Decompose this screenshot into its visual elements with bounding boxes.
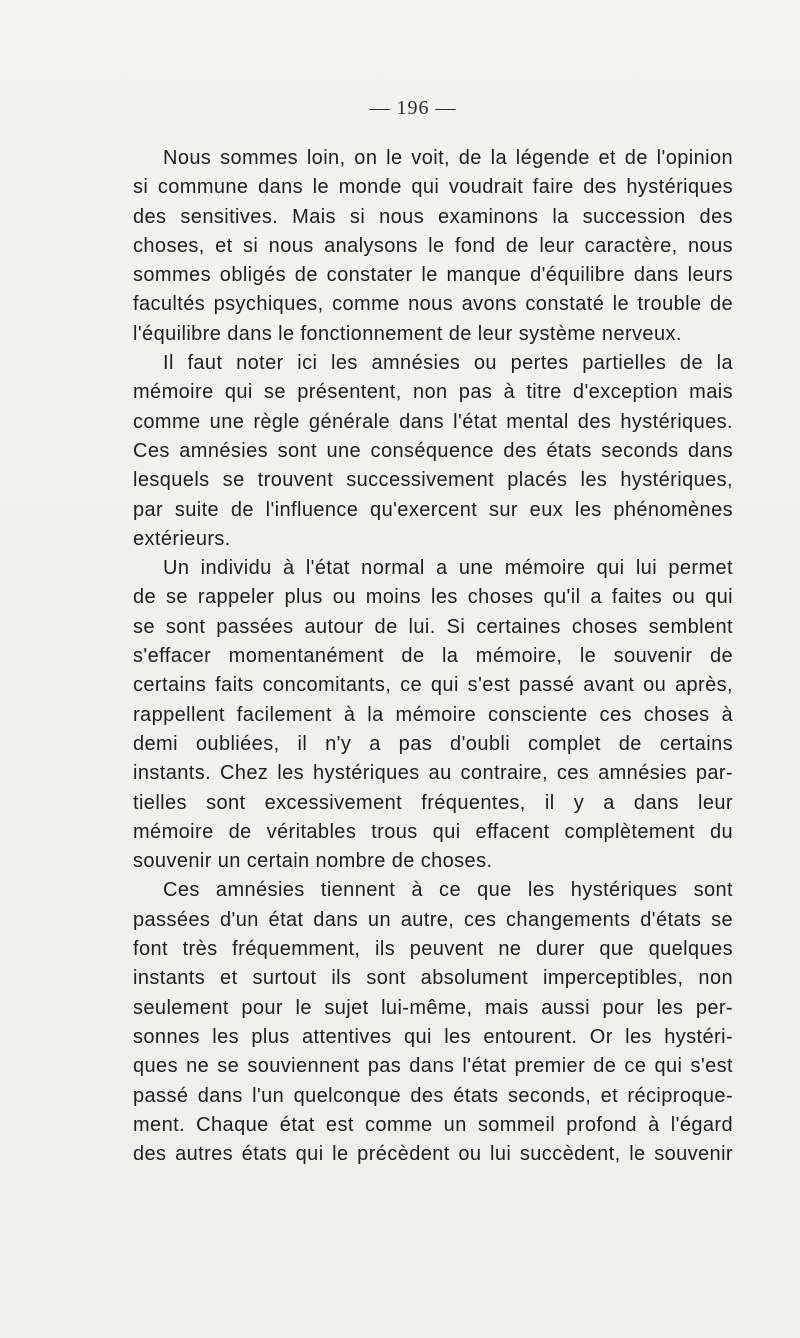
text-line: seulement pour le sujet lui-même, mais aussi pour les per- bbox=[133, 996, 733, 1019]
text-line: de se rappeler plus ou moins les choses qu'il a faites ou qui bbox=[133, 586, 733, 609]
text-line: certains faits concomitants, ce qui s'est passé avant ou après, bbox=[133, 674, 733, 697]
text-line: facultés psychiques, comme nous avons constaté le trouble de bbox=[133, 293, 733, 316]
text-line: instants. Chez les hystériques au contraire, ces amnésies par- bbox=[133, 762, 733, 785]
text-line: passées d'un état dans un autre, ces changements d'états se bbox=[133, 908, 733, 931]
text-line: mémoire qui se présentent, non pas à titre d'exception mais bbox=[133, 381, 733, 404]
text-line: s'effacer momentanément de la mémoire, le souvenir de bbox=[133, 645, 733, 668]
text-line: se sont passées autour de lui. Si certaines choses semblent bbox=[133, 615, 733, 638]
text-line: mémoire de véritables trous qui effacent complètement du bbox=[133, 820, 733, 843]
text-line: extérieurs. bbox=[133, 527, 231, 550]
text-line: par suite de l'influence qu'exercent sur eux les phénomènes bbox=[133, 498, 733, 521]
text-line: Ces amnésies tiennent à ce que les hystériques sont bbox=[163, 879, 733, 902]
text-line: si commune dans le monde qui voudrait faire des hystériques bbox=[133, 176, 733, 199]
text-line: Un individu à l'état normal a une mémoire qui lui permet bbox=[163, 557, 733, 580]
text-line: font très fréquemment, ils peuvent ne durer que quelques bbox=[133, 938, 733, 961]
text-line: des autres états qui le précèdent ou lui succèdent, le souvenir bbox=[133, 1143, 733, 1166]
text-line: ques ne se souviennent pas dans l'état premier de ce qui s'est bbox=[133, 1055, 733, 1078]
text-line: demi oubliées, il n'y a pas d'oubli complet de certains bbox=[133, 732, 733, 755]
text-line: passé dans l'un quelconque des états seconds, et réciproque- bbox=[133, 1084, 733, 1107]
text-line: tielles sont excessivement fréquentes, il y a dans leur bbox=[133, 791, 733, 814]
text-line: instants et surtout ils sont absolument imperceptibles, non bbox=[133, 967, 733, 990]
text-line: choses, et si nous analysons le fond de leur caractère, nous bbox=[133, 234, 733, 257]
text-line: rappellent facilement à la mémoire consciente ces choses à bbox=[133, 703, 733, 726]
text-line: souvenir un certain nombre de choses. bbox=[133, 850, 493, 873]
page-number: — 196 — bbox=[369, 97, 457, 119]
body-text bbox=[133, 144, 733, 1169]
text-line: lesquels se trouvent successivement placés les hystériques, bbox=[133, 469, 733, 492]
text-line: sonnes les plus attentives qui les entourent. Or les hystéri- bbox=[133, 1025, 733, 1048]
text-line: Ces amnésies sont une conséquence des états seconds dans bbox=[133, 439, 733, 462]
text-line: sommes obligés de constater le manque d'équilibre dans leurs bbox=[133, 264, 733, 287]
text-line: ment. Chaque état est comme un sommeil profond à l'égard bbox=[133, 1113, 733, 1136]
text-line: Nous sommes loin, on le voit, de la légende et de l'opinion bbox=[163, 147, 733, 169]
text-line: des sensitives. Mais si nous examinons la succession des bbox=[133, 205, 733, 228]
text-line: comme une règle générale dans l'état mental des hystériques. bbox=[133, 410, 733, 433]
text-line: l'équilibre dans le fonctionnement de leur système nerveux. bbox=[133, 322, 682, 345]
text-line: Il faut noter ici les amnésies ou pertes partielles de la bbox=[163, 352, 733, 375]
